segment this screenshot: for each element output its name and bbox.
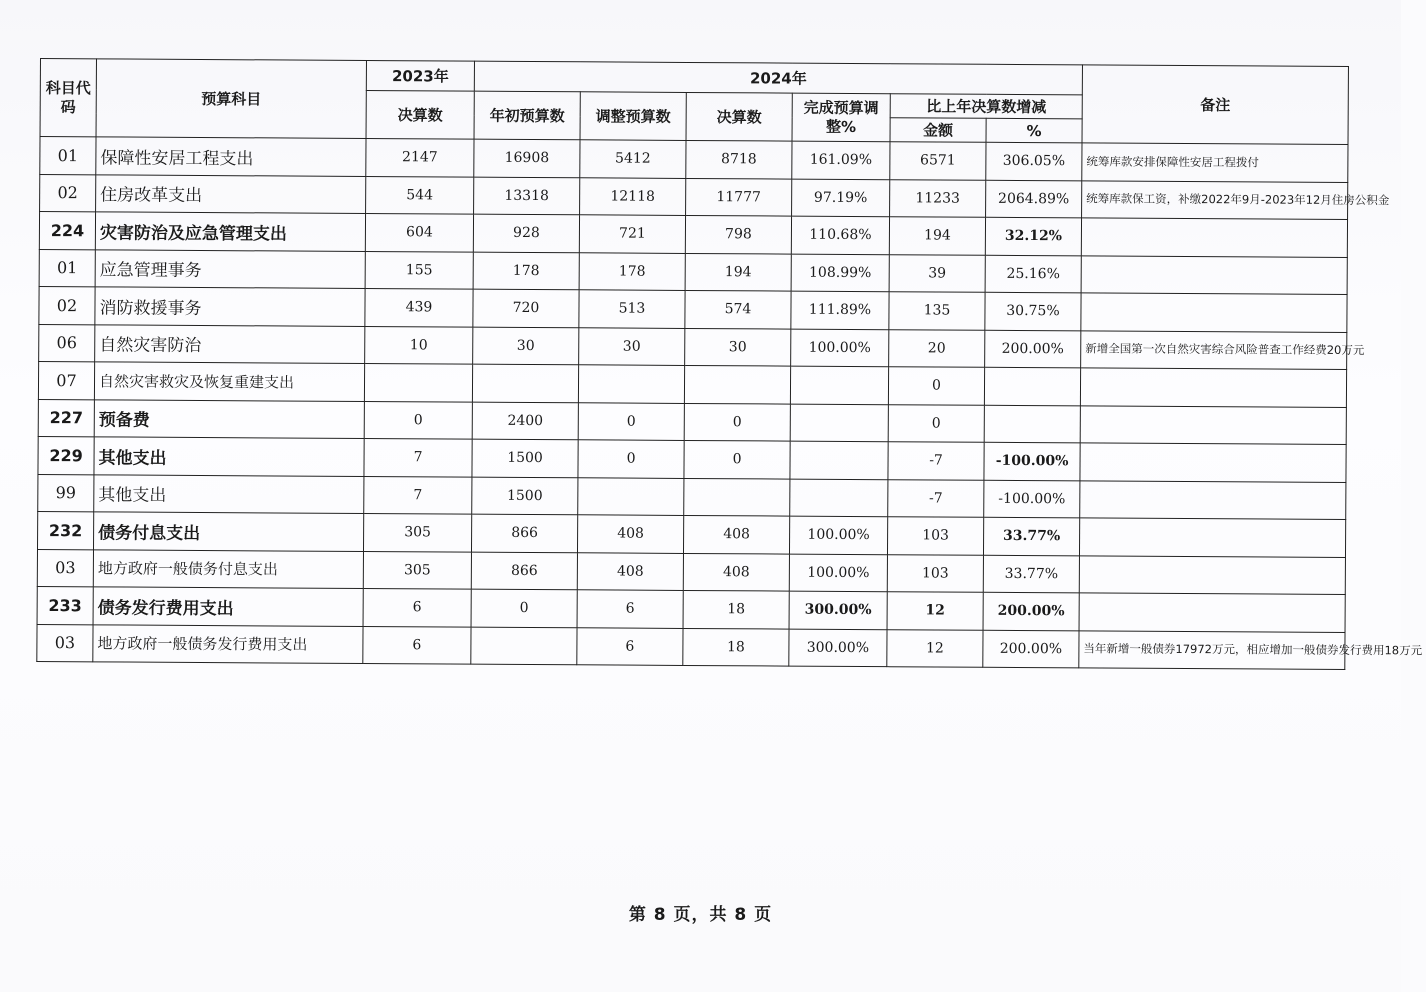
header-change-amount: 金额 [890, 118, 986, 143]
row-adjusted-budget: 6 [577, 590, 683, 628]
row-code: 03 [37, 549, 93, 587]
row-change-pct: 200.00% [983, 592, 1079, 630]
row-initial-budget: 720 [473, 289, 579, 327]
row-final-2024: 0 [684, 403, 790, 441]
row-remarks: 当年新增一般债券17972万元，相应增加一般债券发行费用18万元 [1079, 630, 1345, 669]
row-remarks [1080, 405, 1346, 444]
row-code: 227 [38, 399, 94, 437]
row-final-2024: 8718 [686, 140, 792, 178]
row-completion-rate: 111.89% [791, 291, 889, 329]
row-subject: 其他支出 [94, 437, 364, 476]
row-change-amount: 11233 [890, 179, 986, 217]
row-final-2023: 305 [363, 551, 471, 589]
row-remarks: 统筹库款安排保障性安居工程拨付 [1082, 143, 1348, 182]
row-code: 02 [39, 286, 95, 324]
row-initial-budget: 866 [471, 514, 577, 552]
table-body [37, 137, 1423, 670]
row-code: 03 [37, 624, 93, 662]
row-completion-rate: 300.00% [789, 591, 887, 629]
row-completion-rate: 100.00% [789, 516, 887, 554]
row-change-pct: 30.75% [985, 292, 1081, 330]
row-final-2024: 30 [685, 328, 791, 366]
row-final-2024: 194 [685, 253, 791, 291]
row-change-amount: 103 [887, 517, 983, 555]
row-adjusted-budget: 5412 [580, 140, 686, 178]
row-code: 02 [40, 174, 96, 212]
row-initial-budget: 178 [473, 252, 579, 290]
row-remarks [1081, 293, 1347, 332]
page-number: 第 8 页，共 8 页 [628, 905, 773, 925]
row-completion-rate: 161.09% [792, 141, 890, 179]
row-final-2024: 574 [685, 290, 791, 328]
row-code: 232 [38, 511, 94, 549]
row-adjusted-budget: 30 [579, 327, 685, 365]
row-change-amount: 12 [887, 592, 983, 630]
row-code: 99 [38, 474, 94, 512]
row-change-amount: 0 [888, 404, 984, 442]
row-subject: 保障性安居工程支出 [96, 137, 366, 176]
row-final-2023: 2147 [366, 138, 474, 176]
row-subject: 住房改革支出 [96, 174, 366, 213]
row-adjusted-budget: 0 [578, 440, 684, 478]
row-change-pct [984, 405, 1080, 443]
row-adjusted-budget: 721 [579, 215, 685, 253]
row-change-amount: 39 [889, 254, 985, 292]
row-initial-budget: 928 [473, 214, 579, 252]
header-year-2023: 2023年 [366, 60, 474, 91]
row-subject: 自然灾害防治 [95, 324, 365, 363]
row-completion-rate: 300.00% [789, 629, 887, 667]
row-final-2023: 305 [363, 513, 471, 551]
row-final-2023: 7 [364, 438, 472, 476]
row-initial-budget: 2400 [472, 402, 578, 440]
row-adjusted-budget: 12118 [580, 177, 686, 215]
row-final-2023: 439 [365, 288, 473, 326]
header-adjusted-budget: 调整预算数 [580, 92, 686, 141]
row-change-pct: 33.77% [983, 555, 1079, 593]
row-code: 07 [38, 361, 94, 399]
row-completion-rate: 100.00% [789, 554, 887, 592]
row-adjusted-budget: 0 [578, 402, 684, 440]
row-subject: 消防救援事务 [95, 287, 365, 326]
row-change-pct: 306.05% [986, 142, 1082, 180]
header-completion-rate: 完成预算调整% [792, 93, 890, 142]
row-final-2023: 544 [366, 176, 474, 214]
row-final-2023: 6 [363, 626, 471, 664]
row-final-2023: 10 [365, 326, 473, 364]
row-completion-rate [790, 441, 888, 479]
header-change-pct: % [986, 118, 1082, 143]
row-change-amount: 20 [889, 329, 985, 367]
row-completion-rate: 100.00% [791, 329, 889, 367]
budget-table [36, 58, 1423, 670]
row-change-pct [984, 367, 1080, 405]
row-remarks [1080, 368, 1346, 407]
row-code: 224 [39, 212, 95, 250]
header-change-group: 比上年决算数增减 [890, 94, 1082, 119]
row-change-amount: -7 [888, 442, 984, 480]
row-subject: 灾害防治及应急管理支出 [95, 212, 365, 251]
row-final-2023: 7 [364, 476, 472, 514]
row-remarks: 新增全国第一次自然灾害综合风险普查工作经费20万元 [1081, 330, 1347, 369]
row-adjusted-budget: 408 [577, 552, 683, 590]
row-change-amount: 6571 [890, 142, 986, 180]
row-final-2024 [684, 365, 790, 403]
row-change-amount: -7 [888, 479, 984, 517]
row-change-amount: 0 [888, 367, 984, 405]
header-code: 科目代码 [40, 59, 96, 137]
row-remarks [1081, 255, 1347, 294]
row-initial-budget: 866 [471, 552, 577, 590]
row-adjusted-budget [578, 477, 684, 515]
row-subject: 自然灾害救灾及恢复重建支出 [94, 362, 364, 401]
row-final-2023 [364, 363, 472, 401]
row-code: 233 [37, 586, 93, 624]
row-subject: 地方政府一般债务发行费用支出 [93, 624, 363, 663]
row-remarks [1080, 480, 1346, 519]
row-remarks [1080, 443, 1346, 482]
row-subject: 债务付息支出 [93, 512, 363, 551]
row-final-2024: 798 [685, 215, 791, 253]
row-initial-budget: 30 [473, 327, 579, 365]
row-subject: 债务发行费用支出 [93, 587, 363, 626]
row-adjusted-budget [578, 365, 684, 403]
row-initial-budget: 1500 [472, 439, 578, 477]
row-final-2023: 6 [363, 588, 471, 626]
row-change-pct: 33.77% [983, 517, 1079, 555]
header-final-2023: 决算数 [366, 90, 474, 139]
row-change-pct: 200.00% [983, 630, 1079, 668]
row-completion-rate [790, 404, 888, 442]
row-initial-budget: 13318 [474, 177, 580, 215]
row-completion-rate [790, 366, 888, 404]
row-subject: 其他支出 [94, 474, 364, 513]
header-initial-budget: 年初预算数 [474, 91, 580, 140]
row-code: 06 [39, 324, 95, 362]
row-change-pct: 25.16% [985, 255, 1081, 293]
row-remarks [1079, 555, 1345, 594]
row-change-amount: 135 [889, 292, 985, 330]
row-remarks [1080, 518, 1346, 557]
row-remarks: 统筹库款保工资，补缴2022年9月-2023年12月住房公积金 [1082, 180, 1348, 219]
row-final-2024: 11777 [686, 178, 792, 216]
row-change-amount: 194 [889, 217, 985, 255]
row-change-pct: -100.00% [984, 480, 1080, 518]
row-final-2024: 408 [683, 515, 789, 553]
row-change-amount: 103 [887, 554, 983, 592]
row-subject: 预备费 [94, 399, 364, 438]
row-remarks [1079, 593, 1345, 632]
row-change-pct: 32.12% [985, 217, 1081, 255]
row-final-2024: 408 [683, 553, 789, 591]
row-subject: 应急管理事务 [95, 249, 365, 288]
row-completion-rate: 108.99% [791, 254, 889, 292]
row-completion-rate [790, 479, 888, 517]
row-adjusted-budget: 513 [579, 290, 685, 328]
header-remarks: 备注 [1082, 65, 1348, 145]
row-final-2023: 0 [364, 401, 472, 439]
row-final-2023: 155 [365, 251, 473, 289]
row-subject: 地方政府一般债务付息支出 [93, 549, 363, 588]
row-final-2024: 0 [684, 440, 790, 478]
row-initial-budget [472, 364, 578, 402]
row-adjusted-budget: 6 [577, 627, 683, 665]
row-change-pct: 2064.89% [986, 180, 1082, 218]
row-change-amount: 12 [887, 629, 983, 667]
row-adjusted-budget: 408 [577, 515, 683, 553]
table-header [40, 59, 1348, 145]
header-subject: 预算科目 [96, 59, 366, 139]
row-final-2024: 18 [683, 628, 789, 666]
row-initial-budget: 1500 [472, 477, 578, 515]
table-row [37, 624, 1345, 669]
row-remarks [1081, 218, 1347, 257]
row-code: 01 [39, 249, 95, 287]
header-final-2024: 决算数 [686, 92, 792, 141]
row-completion-rate: 110.68% [791, 216, 889, 254]
row-final-2024 [684, 478, 790, 516]
row-initial-budget [471, 627, 577, 665]
row-completion-rate: 97.19% [792, 179, 890, 217]
row-initial-budget: 16908 [474, 139, 580, 177]
row-code: 229 [38, 436, 94, 474]
row-adjusted-budget: 178 [579, 252, 685, 290]
header-year-2024: 2024年 [474, 61, 1082, 95]
row-initial-budget: 0 [471, 589, 577, 627]
row-code: 01 [40, 137, 96, 175]
row-change-pct: -100.00% [984, 442, 1080, 480]
row-change-pct: 200.00% [985, 330, 1081, 368]
row-final-2024: 18 [683, 590, 789, 628]
row-final-2023: 604 [365, 213, 473, 251]
